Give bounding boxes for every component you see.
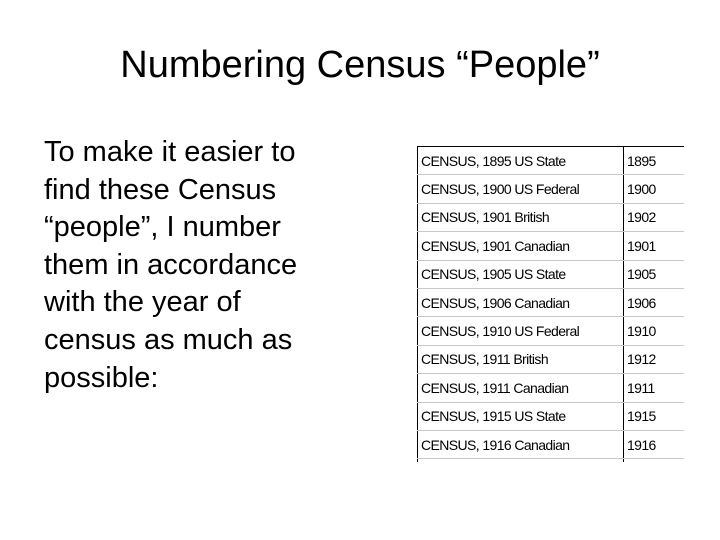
census-year-cell: 1900 (624, 175, 685, 203)
body-line: find these Census (44, 173, 277, 206)
census-year-cell: 1905 (624, 260, 685, 288)
slide-title: Numbering Census “People” (120, 44, 600, 86)
census-table (417, 147, 684, 462)
census-name-cell: CENSUS, 1911 Canadian (418, 374, 624, 402)
table-row (418, 317, 685, 345)
body-line: them in accordance (44, 248, 298, 281)
body-line: census as much as (44, 323, 293, 356)
body-line: possible: (44, 361, 159, 394)
body-text (44, 134, 384, 397)
census-name-cell: CENSUS, 1906 Canadian (418, 288, 624, 316)
census-name-cell: CENSUS, 1900 US Federal (418, 175, 624, 203)
table-row (418, 374, 685, 402)
census-year-cell: 1902 (624, 203, 685, 231)
body-line: “people”, I number (44, 211, 281, 244)
census-name-cell: CENSUS, 1905 US State (418, 260, 624, 288)
census-year-cell (624, 459, 685, 462)
census-year-cell: 1915 (624, 402, 685, 430)
census-year-cell: 1912 (624, 345, 685, 373)
census-name-cell: CENSUS, 1916 Canadian (418, 430, 624, 458)
table-row (418, 345, 685, 373)
census-year-cell: 1901 (624, 232, 685, 260)
table-row (418, 260, 685, 288)
table-row (418, 288, 685, 316)
census-name-cell: CENSUS, 1901 British (418, 203, 624, 231)
census-year-cell: 1910 (624, 317, 685, 345)
census-name-cell: CENSUS, 1915 US State (418, 402, 624, 430)
table-row (418, 147, 685, 175)
census-name-cell: CENSUS, 1895 US State (418, 147, 624, 175)
body-line: To make it easier to (44, 136, 296, 168)
census-year-cell: 1916 (624, 430, 685, 458)
table-row (418, 459, 685, 462)
census-name-cell: CENSUS, 1911 British (418, 345, 624, 373)
table-row (418, 203, 685, 231)
table-row (418, 430, 685, 458)
census-table-image (417, 146, 684, 462)
table-row (418, 232, 685, 260)
table-row (418, 402, 685, 430)
body-line: with the year of (44, 286, 241, 319)
census-name-cell: CENSUS, 1910 US Federal (418, 317, 624, 345)
census-name-cell (418, 459, 624, 462)
census-name-cell: CENSUS, 1901 Canadian (418, 232, 624, 260)
census-year-cell: 1911 (624, 374, 685, 402)
census-year-cell: 1906 (624, 288, 685, 316)
census-year-cell: 1895 (624, 147, 685, 175)
table-row (418, 175, 685, 203)
